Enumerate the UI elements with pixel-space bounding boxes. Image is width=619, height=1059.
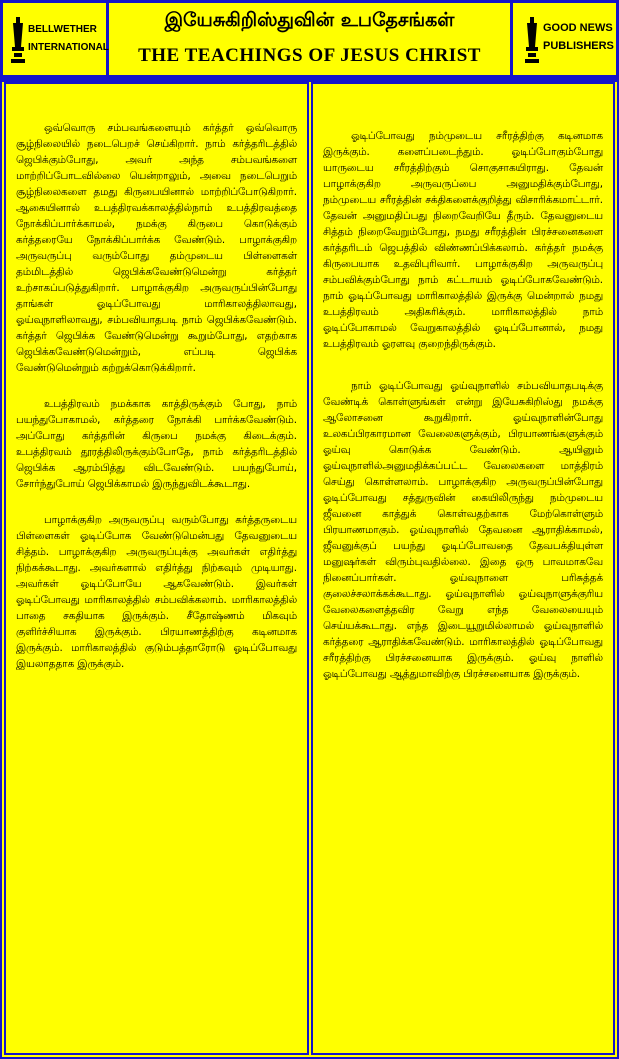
logo-left-line1: BELLWETHER xyxy=(28,24,97,35)
lamp-icon xyxy=(11,17,25,63)
logo-right-line1: GOOD NEWS xyxy=(543,22,613,34)
right-paragraph-1: ஓடிப்போவது நம்முடைய சரீரத்திற்கு கடினமாக இருக்கும். களைப்படைந்தும். ஓடிப்போகும்போது யாருடைய சரீரத்திற்கும் சொகுசாகயிராது. தேவன் பாழாக்குகிற அருவருப்பை அனுமதிக்கும்போது, நம்முடைய சரீரத்தின் சக்திகளைக்குறித்து விசாரிக்கமாட்டார். தேவன் அனுமதிப்பது நிறைவேறியே தீரும். தேவனுடைய சித்தம் நிறைவேறும்போது, நமது சரீரத்தின் பிரச்சனைகளை கர்த்தரிடம் ஜெபத்தில் விண்ணப்பிக்கலாம். கர்த்தர் நமக்கு கிருபையாக உதவிபுரிவார். பாழாக்குகிற அருவருப்பு சம்பவிக்கும்போது நாம் கட்டாயம் ஓடிப்போகவேண்டும். நாம் ஓடிப்போவது மாரிகாலத்தில் இருக்கு மென்றால் நமது உபத்திரவம் அதிகரிக்கும். மாரிகாலத்தில் நாம் ஓடிப்போகாமல் வேறுகாலத்தில் ஓடிப்போனால், நமது உபத்திரவம் ஓரளவு குறைந்திருக்கும். xyxy=(323,130,603,350)
logo-left-line2: INTERNATIONAL xyxy=(28,42,109,53)
lamp-icon xyxy=(525,17,539,63)
bellwether-logo xyxy=(3,3,109,75)
good-news-logo xyxy=(513,3,616,75)
right-column xyxy=(311,82,615,1055)
page-title-tamil: இயேசுகிறிஸ்துவின் உபதேசங்கள் xyxy=(164,9,455,31)
page-title-english: THE TEACHINGS OF JESUS CHRIST xyxy=(138,45,481,66)
right-paragraph-2: நாம் ஓடிப்போவது ஓய்வுநாளில் சம்பவியாதபடிக்கு வேண்டிக் கொள்ளுங்கள் என்று இயேசுகிறிஸ்து நமக்கு ஆலோசனை கூறுகிறார். ஓய்வுநாளின்போது உலகப்பிரகாரமான வேலைகளுக்கும், பிரயாணங்களுக்கும் ஓய்வு கொடுக்க வேண்டும். ஆயினும் ஓய்வுநாளில்அனுமதிக்கப்பட்ட வேலைகளை மாத்திரம் செய்து கொள்ளலாம். பாழாக்குகிற அருவருப்பின்போது ஓடிப்போவது சத்துருவின் கையிலிருந்து நம்முடைய ஜீவனை காத்துக் கொள்வதற்காக மேற்கொள்ளும் பிரயாணமாகும். ஓய்வுநாளில் தேவனை ஆராதிக்காமல், ஜீவனுக்குப் பயந்து ஓடிப்போவதை தேவபக்தியுள்ள மனுஷர்கள் விரும்புவதில்லை. இதை ஒரு பாவமாகவே நினைப்பார்கள். ஓய்வுநாளை பரிசுத்தக் குலைச்சலாக்கக்கூடாது. ஓய்வுநாளில் ஓய்வுநாளுக்குரிய வேலைகளைத்தவிர வேறு எந்த வேலையையும் செய்யக்கூடாது. எந்த இடையூறுமில்லாமல் ஓய்வுநாளில் கர்த்தரை ஆராதிக்கவேண்டும். மாரிகாலத்தில் ஓடிப்போவது சரீரத்திற்கு பிரச்சனையாக இருக்கும். ஓய்வு நாளில் ஓடிப்போவது ஆத்துமாவிற்கு பிரச்சனையாக இருக்கும். xyxy=(323,380,603,680)
left-paragraph-1: ஒவ்வொரு சம்பவங்களையும் கர்த்தர் ஒவ்வொரு சூழ்நிலையில் நடைபெறச் செய்கிறார். நாம் கர்த்தரிடத்தில் ஜெபிக்கும்போது, அவர் அந்த சம்பவங்களை மாற்றிப்போடவில்லை யென்றாலும், அவை நடைபெறும் சூழ்நிலைகளை தமது கிருபையினால் மாற்றிப்போடுகிறார். ஆகையினால் உபத்திரவக்காலத்தில்நாம் உபத்திரவத்தை நோக்கிப்பார்க்காமல், நமக்கு கிருபை கொடுக்கும் கர்த்தரையே நோக்கிப்பார்க்க வேண்டும். பாழாக்குகிற அருவருப்பு வரும்போது தம்முடைய பிள்ளைகள் தம்மிடத்தில் ஜெபிக்கவேண்டுமென்று கர்த்தர் உற்சாகப்படுத்துகிறார். பாழாக்குகிற அருவருப்பின்போது தாங்கள் ஓடிப்போவது மாரிகாலத்திலாவது, ஓய்வுநாளிலாவது, சம்பவியாதபடி நாம் ஜெபிக்கவேண்டும். கர்த்தர் ஜெபிக்க வேண்டுமென்று கூறும்போது, எதற்காக ஜெபிக்கவேண்டுமென்றும், எப்படி ஜெபிக்க வேண்டுமென்றும் கற்றுக்கொடுக்கிறார். xyxy=(16,122,297,374)
header xyxy=(0,0,619,78)
left-column xyxy=(4,82,309,1055)
left-paragraph-2: உபத்திரவம் நமக்காக காத்திருக்கும் போது, நாம் பயந்துபோகாமல், கர்த்தரை நோக்கி பார்க்கவேண்டும். அப்போது கர்த்தரின் கிருபை நமக்கு கிடைக்கும். உபத்திரவம் தூரத்திலிருக்கும்போதே, நாம் கர்த்தரிடத்தில் ஜெபிக்க ஆரம்பித்து விடவேண்டும். பயந்துபோய், சோர்ந்துபோய் ஜெபிக்காமல் இருந்துவிடக்கூடாது. xyxy=(16,398,297,490)
left-paragraph-3: பாழாக்குகிற அருவருப்பு வரும்போது கர்த்தருடைய பிள்ளைகள் ஓடிப்போக வேண்டுமென்பது தேவனுடைய சித்தம். பாழாக்குகிற அருவருப்புக்கு அவர்கள் எதிர்த்து நிற்கக்கூடாது. அவர்களால் எதிர்த்து நிற்கவும் முடியாது. அவர்கள் ஓடிப்போயே ஆகவேண்டும். இவர்கள் ஓடிப்போவது மாரிகாலத்தில் சம்பவிக்கலாம். மாரிகாலத்தில் பாதை சகதியாக இருக்கும். சீதோஷ்ணம் மிகவும் குளிர்ச்சியாக இருக்கும். பிரயாணத்திற்கு கடினமாக இருக்கும். மாரிகாலத்தில் குடும்பத்தாரோடு ஓடிப்போவது இயலாததாக இருக்கும். xyxy=(16,514,297,670)
logo-right-line2: PUBLISHERS xyxy=(543,40,614,52)
title-box xyxy=(109,3,513,75)
